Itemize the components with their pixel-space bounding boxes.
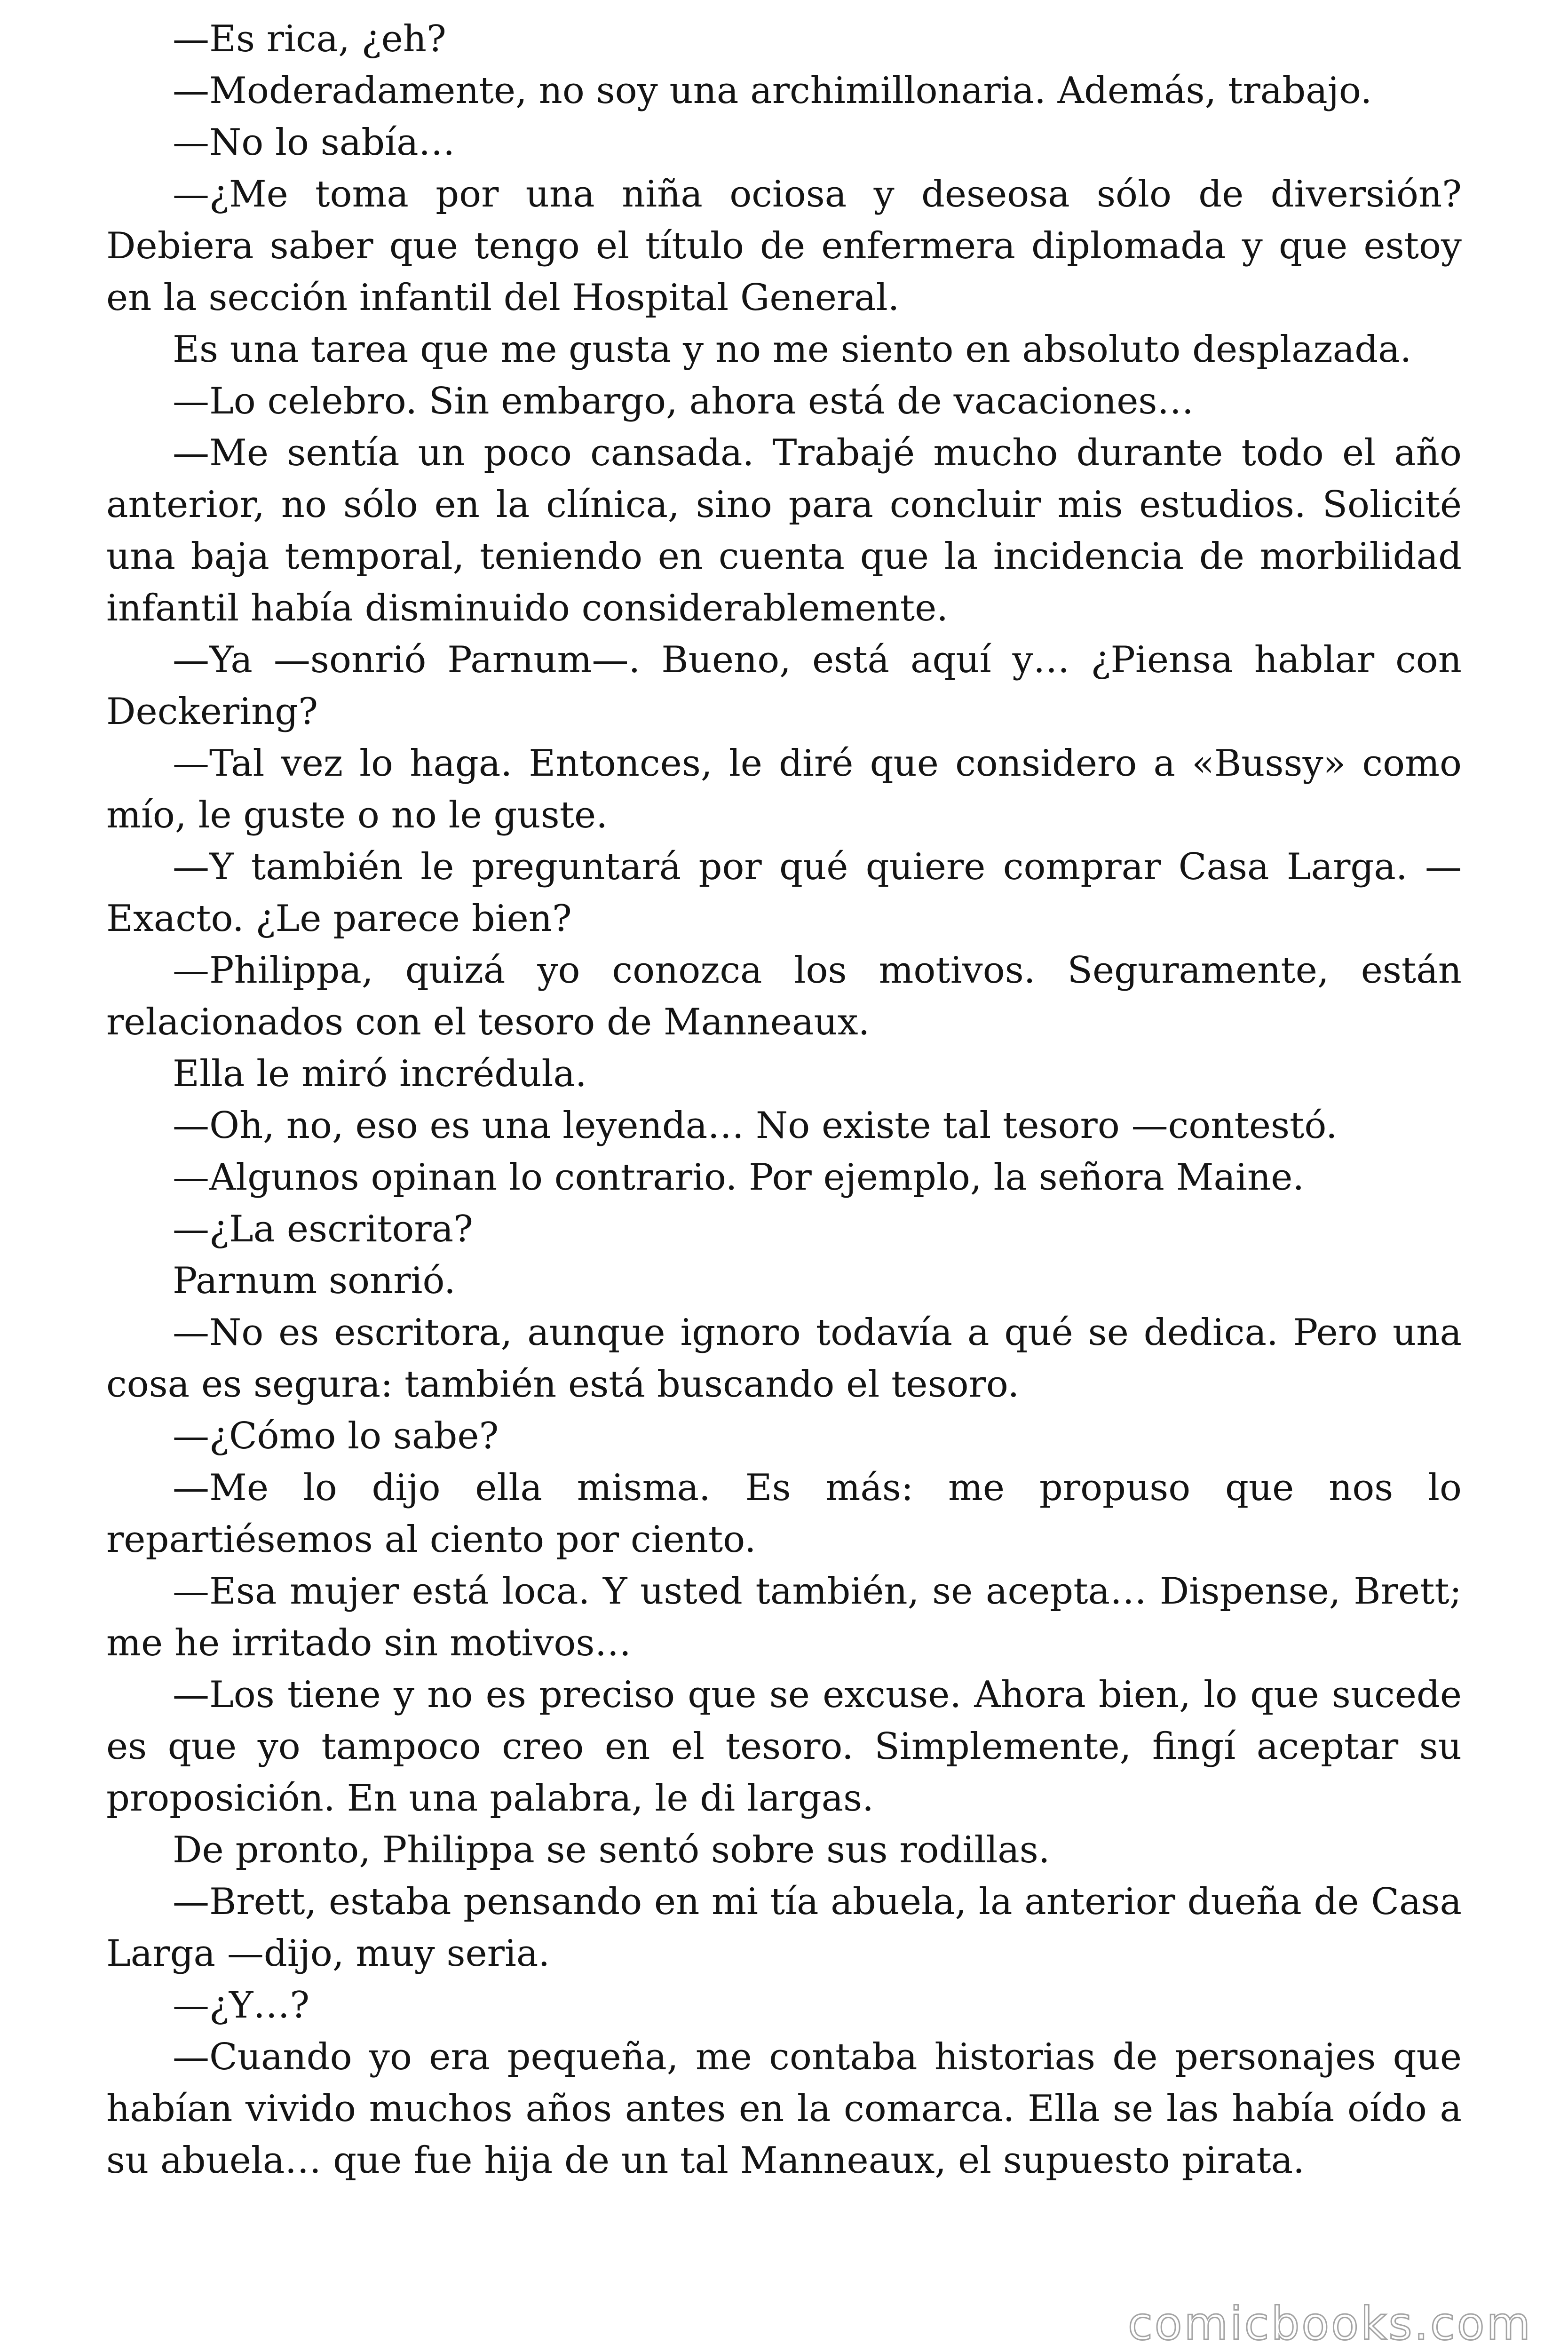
paragraph: De pronto, Philippa se sentó sobre sus rodillas. <box>173 1829 1050 1871</box>
paragraph: —Algunos opinan lo contrario. Por ejemplo, la señora Maine. <box>173 1156 1305 1199</box>
paragraph: —Me lo dijo ella misma. Es más: me propuso que nos lo repartiésemos al ciento por ciento. <box>106 1467 1462 1561</box>
paragraph: —Los tiene y no es preciso que se excuse. Ahora bien, lo que sucede es que yo tampoco creo en el tesoro. Simplemente, fingí aceptar su proposición. En una palabra, le di largas. <box>106 1674 1462 1820</box>
paragraph: —Moderadamente, no soy una archimillonaria. Además, trabajo. <box>173 70 1372 112</box>
paragraph: Es una tarea que me gusta y no me siento en absoluto desplazada. <box>173 328 1412 371</box>
paragraph: —No es escritora, aunque ignoro todavía a qué se dedica. Pero una cosa es segura: también está buscando el tesoro. <box>106 1311 1462 1406</box>
paragraph: Parnum sonrió. <box>173 1260 456 1302</box>
paragraph: —¿Me toma por una niña ociosa y deseosa sólo de diversión? Debiera saber que tengo el título de enfermera diplomada y que estoy en la sección infantil del Hospital General. <box>106 173 1462 319</box>
paragraph: —Philippa, quizá yo conozca los motivos. Seguramente, están relacionados con el tesoro de Manneaux. <box>106 949 1462 1043</box>
paragraph: —Cuando yo era pequeña, me contaba historias de personajes que habían vivido muchos años antes en la comarca. Ella se las había oído a su abuela… que fue hija de un tal Manneaux, el supuesto pirata. <box>106 2036 1462 2182</box>
paragraph: —No lo sabía… <box>173 121 455 164</box>
paragraph: —¿La escritora? <box>173 1208 473 1250</box>
paragraph: —Oh, no, eso es una leyenda… No existe tal tesoro —contestó. <box>173 1104 1338 1147</box>
document-body <box>106 13 1462 2186</box>
paragraph: —Es rica, ¿eh? <box>173 18 446 60</box>
paragraph: —¿Cómo lo sabe? <box>173 1415 499 1457</box>
paragraph: Ella le miró incrédula. <box>173 1053 587 1095</box>
paragraph: —Brett, estaba pensando en mi tía abuela, la anterior dueña de Casa Larga —dijo, muy seria. <box>106 1881 1462 1975</box>
watermark: comicbooks.com <box>1127 2297 1532 2350</box>
paragraph: —Y también le preguntará por qué quiere comprar Casa Larga. —Exacto. ¿Le parece bien? <box>106 846 1462 940</box>
paragraph: —Tal vez lo haga. Entonces, le diré que considero a «Bussy» como mío, le guste o no le guste. <box>106 742 1462 836</box>
paragraph: —Me sentía un poco cansada. Trabajé mucho durante todo el año anterior, no sólo en la clínica, sino para concluir mis estudios. Solicité una baja temporal, teniendo en cuenta que la incidencia de morbilidad infantil había disminuido considerablemente. <box>106 432 1462 629</box>
paragraph: —Ya —sonrió Parnum—. Bueno, está aquí y… ¿Piensa hablar con Deckering? <box>106 639 1462 733</box>
paragraph: —Esa mujer está loca. Y usted también, se acepta… Dispense, Brett; me he irritado sin motivos… <box>106 1570 1462 1664</box>
paragraph: —Lo celebro. Sin embargo, ahora está de vacaciones… <box>173 380 1194 422</box>
paragraph: —¿Y…? <box>173 1984 310 2026</box>
